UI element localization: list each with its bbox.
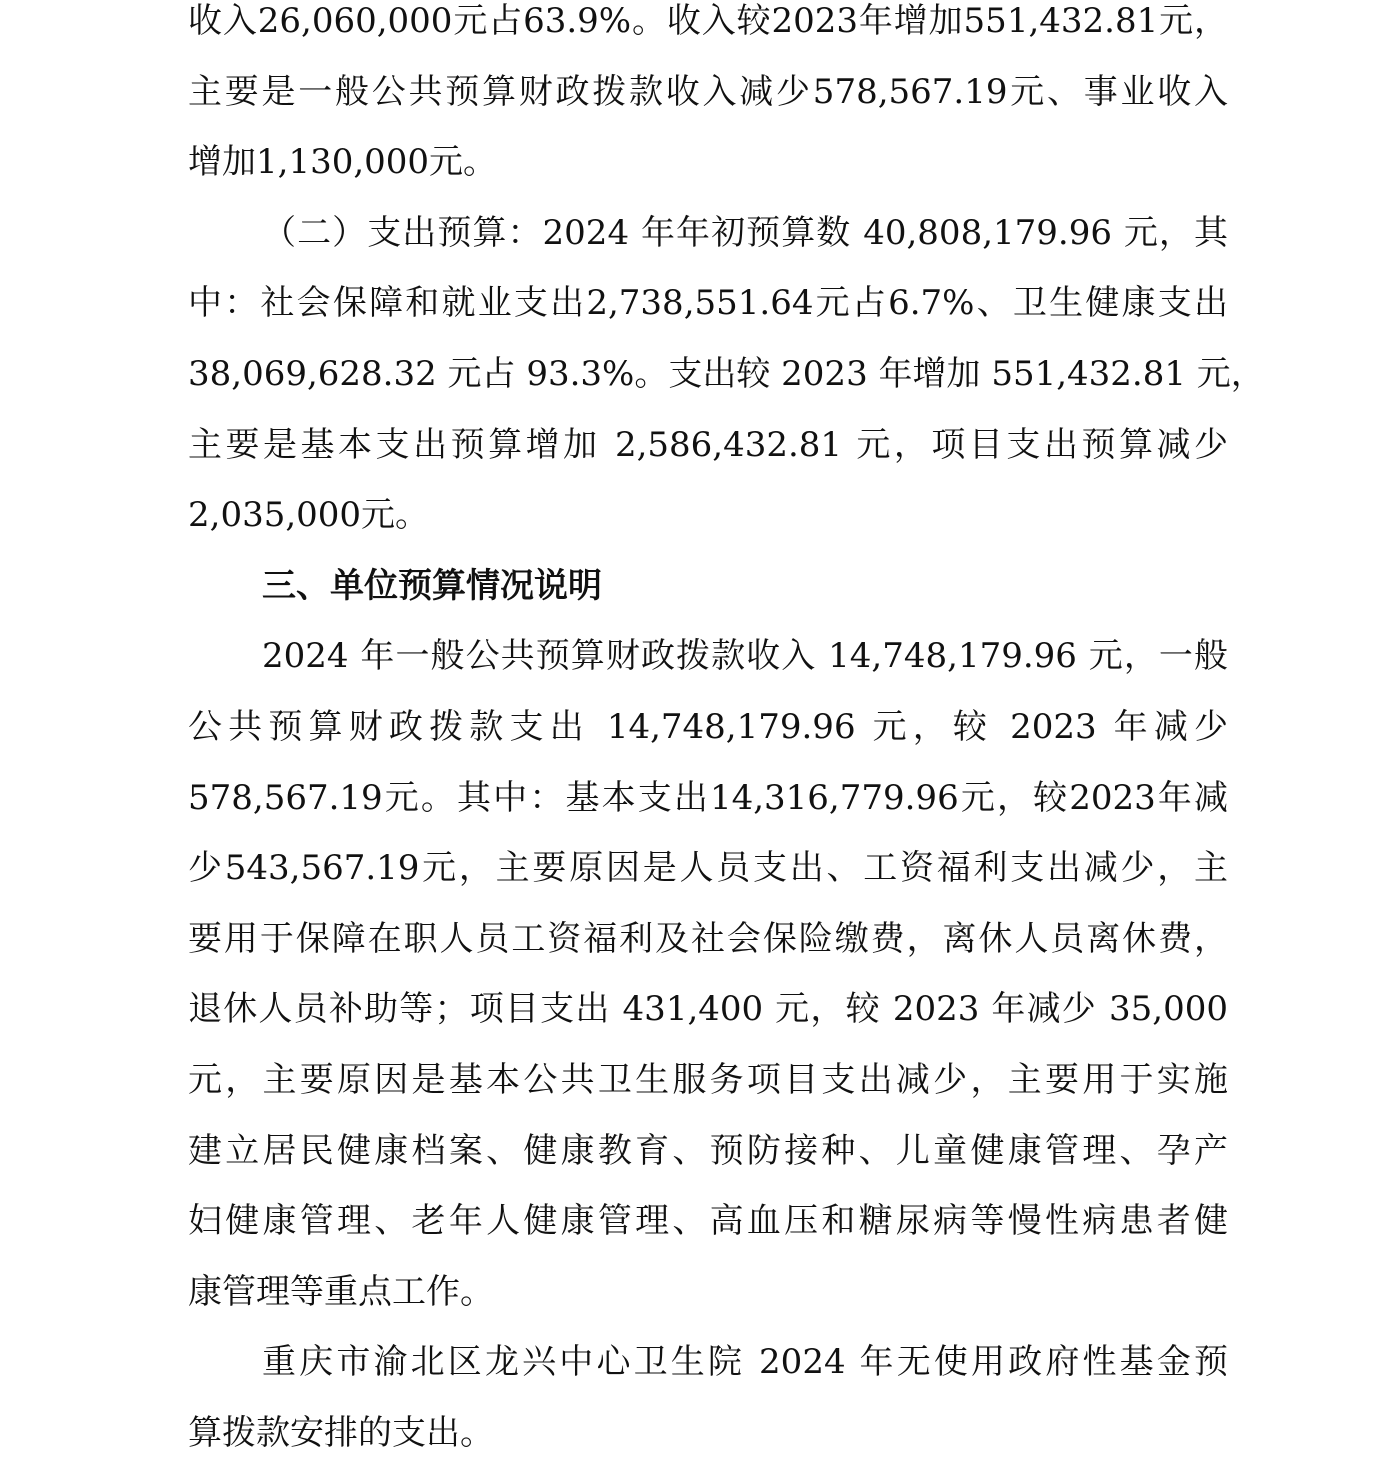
text-line: 2024 年一般公共预算财政拨款收入 14,748,179.96 元，一般 xyxy=(262,636,1228,677)
section-heading: 三、单位预算情况说明 xyxy=(262,565,602,606)
text-line: 妇健康管理、老年人健康管理、高血压和糖尿病等慢性病患者健 xyxy=(188,1201,1228,1242)
document-page xyxy=(188,0,1265,1468)
text-line: 收入26,060,000元占63.9%。收入较2023年增加551,432.81元， xyxy=(188,1,1228,41)
text-line: 主要是一般公共预算财政拨款收入减少578,567.19元、事业收入 xyxy=(188,71,1228,112)
text-line: 公共预算财政拨款支出 14,748,179.96 元，较 2023 年减少 xyxy=(188,706,1228,747)
text-line: （二）支出预算：2024 年年初预算数 40,808,179.96 元，其 xyxy=(262,212,1228,253)
text-line: 重庆市渝北区龙兴中心卫生院 2024 年无使用政府性基金预 xyxy=(262,1342,1228,1383)
text-line: 少543,567.19元，主要原因是人员支出、工资福利支出减少，主 xyxy=(188,848,1228,889)
text-line: 元，主要原因是基本公共卫生服务项目支出减少，主要用于实施 xyxy=(188,1059,1228,1100)
text-line: 增加1,130,000元。 xyxy=(188,142,498,183)
text-line: 578,567.19元。其中：基本支出14,316,779.96元，较2023年减 xyxy=(188,777,1228,818)
text-line: 退休人员补助等；项目支出 431,400 元，较 2023 年减少 35,000 xyxy=(188,989,1228,1030)
text-line: 康管理等重点工作。 xyxy=(188,1271,494,1312)
text-line: 38,069,628.32 元占 93.3%。支出较 2023 年增加 551,432.81 元， xyxy=(188,353,1265,394)
text-line: 主要是基本支出预算增加 2,586,432.81 元，项目支出预算减少 xyxy=(188,424,1228,465)
text-line: 中：社会保障和就业支出2,738,551.64元占6.7%、卫生健康支出 xyxy=(188,283,1228,324)
text-line: 2,035,000元。 xyxy=(188,495,430,536)
text-line: 算拨款安排的支出。 xyxy=(188,1412,494,1453)
text-line: 要用于保障在职人员工资福利及社会保险缴费，离休人员离休费， xyxy=(188,918,1228,959)
text-line: 建立居民健康档案、健康教育、预防接种、儿童健康管理、孕产 xyxy=(188,1130,1228,1171)
